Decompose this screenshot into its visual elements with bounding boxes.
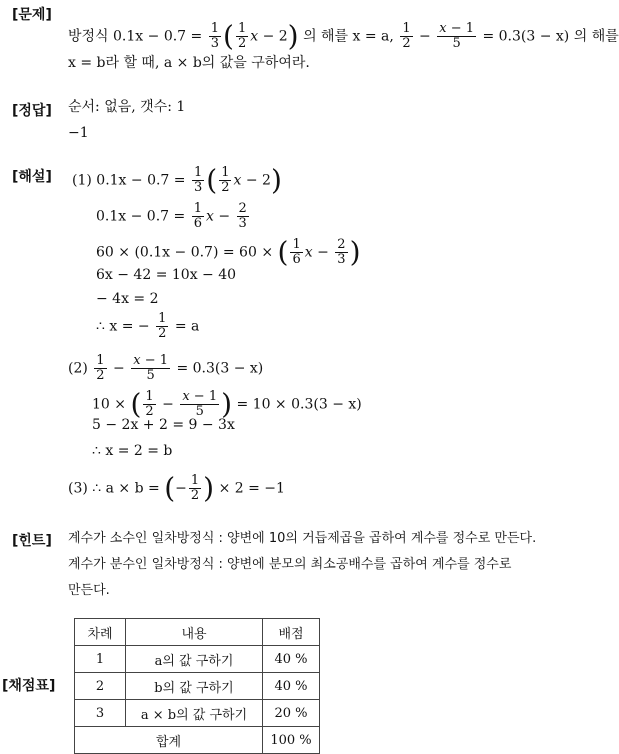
answer-label: [정답]	[12, 103, 52, 119]
row-score: 40 %	[263, 673, 320, 700]
fraction: $\frac{1}{6}$	[292, 237, 301, 267]
table-total-row	[75, 727, 320, 754]
solution-step-2-4: ∴ x = 2 = b	[92, 443, 173, 459]
row-order: 2	[75, 673, 126, 700]
table-header-row	[75, 619, 320, 646]
solution-step-2-2: 10 × ( $\frac{1}{2}$ − $\frac{x - 1}{5}$ ) = 10 × 0.3(3 − x)	[92, 387, 362, 421]
fraction: $\frac{1}{2}$	[96, 353, 105, 383]
total-value: 100 %	[263, 727, 320, 754]
solution-text: × 2 = −1	[218, 480, 285, 497]
problem-line-2: x = b라 할 때, a × b의 값을 구하여라.	[68, 55, 310, 71]
problem-label: [문제]	[12, 7, 52, 23]
table-row	[75, 673, 320, 700]
solution-text: 10 ×	[92, 396, 126, 413]
problem-line-1: 방정식 0.1x − 0.7 = $\frac{1}{3}$ ( $\frac{1}{2}$ x − 2) 의 해를 x = a, $\frac{1}{2}$ − $\frac{x - 1}{5}$ = 0.3(3 − x) 의 해를	[68, 19, 619, 53]
solution-text: 0.1x − 0.7 =	[96, 208, 186, 225]
solution-text: 60 × (0.1x − 0.7) = 60 ×	[96, 244, 274, 261]
solution-step-1-2: 0.1x − 0.7 = $\frac{1}{6}$ x − $\frac{2}{3}$	[96, 201, 247, 231]
row-content: a의 값 구하기	[126, 646, 263, 673]
row-score: 20 %	[263, 700, 320, 727]
answer-value: −1	[68, 125, 89, 141]
fraction-x-minus-1-over-5: $\frac{x - 1}{5}$	[439, 21, 475, 51]
fraction-one-half-b: $\frac{1}{2}$	[402, 21, 411, 51]
problem-text-c: = 0.3(3 − x) 의 해를	[482, 28, 619, 45]
solution-label: [해설]	[12, 169, 52, 185]
row-score: 40 %	[263, 646, 320, 673]
fraction: $\frac{1}{2}$	[158, 311, 167, 341]
rubric-table	[74, 618, 320, 754]
fraction: $\frac{1}{3}$	[193, 165, 203, 195]
solution-step-1-6	[96, 312, 199, 341]
solution-text: (1) 0.1x − 0.7 =	[72, 172, 186, 189]
fraction: $\frac{2}{3}$	[238, 201, 247, 231]
row-content: a × b의 값 구하기	[126, 700, 263, 727]
hint-line-3: 만든다.	[68, 583, 110, 598]
rubric-label: [채점표]	[2, 678, 56, 694]
table-row	[75, 646, 320, 673]
solution-text: = a	[174, 318, 200, 335]
problem-text-b: 의 해를 x = a,	[303, 28, 394, 45]
solution-text: (2)	[68, 360, 88, 377]
fraction: $\frac{1}{2}$	[221, 165, 230, 195]
row-order: 1	[75, 646, 126, 673]
fraction-one-third: $\frac{1}{3}$	[210, 21, 219, 51]
fraction: $\frac{2}{3}$	[337, 237, 346, 267]
header-content: 내용	[126, 619, 263, 646]
header-score: 배점	[263, 619, 320, 646]
total-label: 합계	[75, 727, 263, 754]
solution-step-2-3: 5 − 2x + 2 = 9 − 3x	[92, 417, 235, 433]
problem-text-a: 방정식 0.1x − 0.7 =	[68, 28, 203, 45]
fraction-one-half: $\frac{1}{2}$	[237, 21, 247, 51]
row-order: 3	[75, 700, 126, 727]
solution-step-2-1: (2) $\frac{1}{2}$ − $\frac{x - 1}{5}$ = 0.3(3 − x)	[68, 353, 264, 383]
solution-step-1-1: (1) 0.1x − 0.7 = $\frac{1}{3}$ ( $\frac{1}{2}$ x − 2)	[72, 163, 282, 197]
hint-label: [힌트]	[12, 533, 52, 549]
hint-line-1: 계수가 소수인 일차방정식 : 양변에 10의 거듭제곱을 곱하여 계수를 정수로 만든다.	[68, 531, 537, 546]
row-content: b의 값 구하기	[126, 673, 263, 700]
header-order: 차례	[75, 619, 126, 646]
solution-step-1-5: − 4x = 2	[96, 291, 159, 307]
solution-text: = 10 × 0.3(3 − x)	[236, 396, 362, 413]
fraction: $\frac{1}{2}$	[145, 389, 154, 419]
answer-meta: 순서: 없음, 갯수: 1	[68, 99, 186, 115]
fraction: $\frac{x - 1}{5}$	[133, 353, 168, 383]
table-row	[75, 700, 320, 727]
solution-text: = 0.3(3 − x)	[176, 360, 264, 377]
solution-step-1-4: 6x − 42 = 10x − 40	[96, 267, 237, 283]
fraction: $\frac{1}{6}$	[193, 201, 202, 231]
fraction: $\frac{x - 1}{5}$	[182, 389, 218, 419]
hint-line-2: 계수가 분수인 일차방정식 : 양변에 분모의 최소공배수를 곱하여 계수를 정수로	[68, 557, 512, 572]
solution-text: (3) ∴ a × b =	[68, 480, 160, 497]
solution-step-1-3: 60 × (0.1x − 0.7) = 60 × ( $\frac{1}{6}$ x − $\frac{2}{3}$ )	[96, 235, 361, 269]
solution-text: ∴ x = −	[96, 318, 150, 335]
fraction: $\frac{1}{2}$	[190, 473, 200, 503]
solution-step-3: (3) ∴ a × b = (− $\frac{1}{2}$ ) × 2 = −1	[68, 471, 285, 505]
